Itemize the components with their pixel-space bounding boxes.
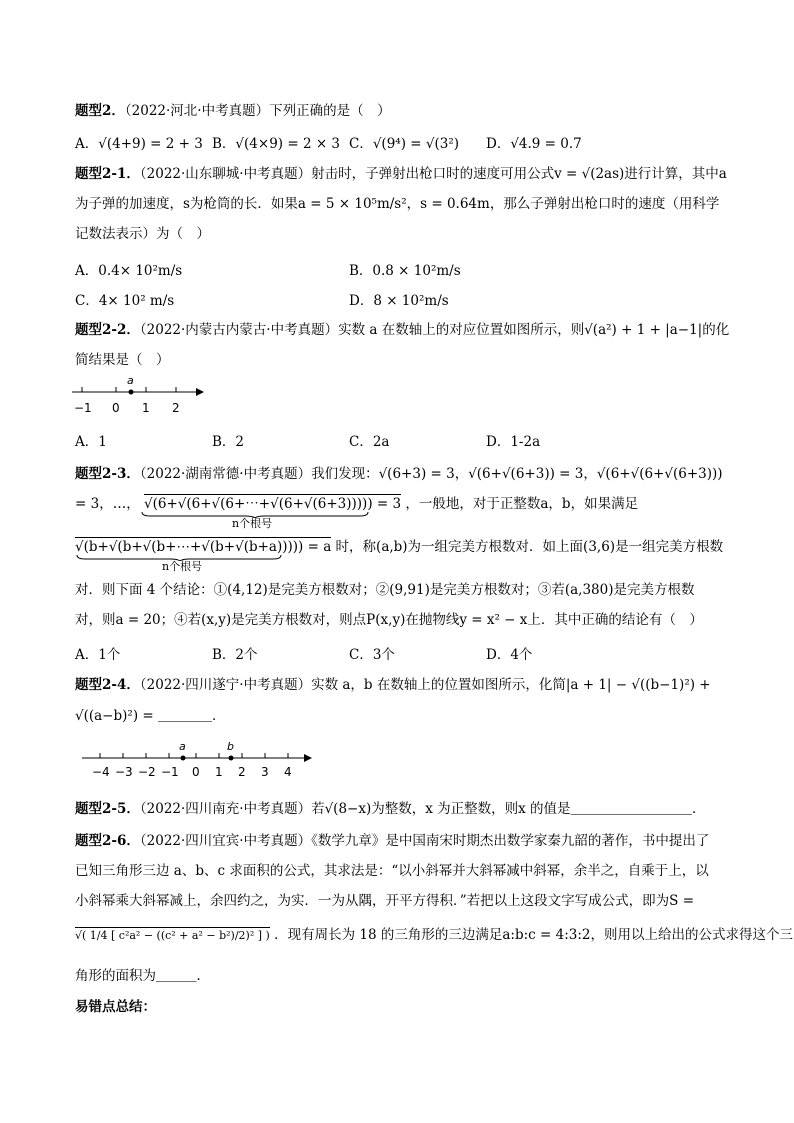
q2-3-option-a[interactable]: A．1个 [75, 647, 121, 663]
tick-label: 1 [215, 765, 223, 779]
q2-2-text1: （2022·内蒙古内蒙古·中考真题）实数 a 在数轴上的对应位置如图所示，则√(a²) + 1 + |a−1|的化 [139, 322, 730, 338]
q2-3-brace-label-1: n个根号 [232, 517, 273, 530]
q2-5-stem [75, 799, 725, 819]
q2-1-option-d[interactable]: D．8 × 10²m/s [349, 293, 449, 309]
q2-stem [75, 101, 725, 121]
q2-3-line4: 对．则下面 4 个结论：①(4,12)是完美方根数对；②(9,91)是完美方根数对；③若(a,380)是完美方根数 [75, 582, 695, 598]
q2-1-option-a[interactable]: A．0.4× 10²m/s [75, 263, 183, 279]
q2-3-text2a: = 3，…， [75, 496, 140, 512]
q2-3-line1 [75, 464, 725, 484]
ticks [100, 753, 288, 758]
q2-3-line2 [75, 494, 725, 514]
tick-label: −2 [138, 765, 156, 779]
tick-label-1: 1 [142, 401, 150, 415]
q2-2-label: 题型2-2． [75, 322, 140, 338]
q2-3-option-c[interactable]: C．3个 [349, 647, 395, 663]
tick-label: −3 [115, 765, 133, 779]
point-a-label: a [127, 374, 134, 387]
tick-label-0: 0 [112, 401, 120, 415]
q2-6-line4 [75, 925, 793, 946]
tick-label: 2 [238, 765, 246, 779]
q2-2-option-b[interactable]: B．2 [212, 434, 245, 450]
q2-3-brace-label-2: n个根号 [162, 560, 203, 573]
q2-6-line3: 小斜幂乘大斜幂减上，余四约之，为实．一为从隅，开平方得积．”若把以上这段文字写成公式，即为S = [75, 893, 695, 909]
point-a-label: a [179, 740, 186, 753]
q2-5-text: （2022·四川南充·中考真题）若√(8−x)为整数，x 为正整数，则x 的值是＿＿＿＿＿＿＿＿＿． [139, 801, 706, 817]
axis-arrow-icon [196, 388, 204, 396]
q2-2-option-c[interactable]: C．2a [349, 434, 390, 450]
q2-1-line2: 为子弹的加速度，s为枪筒的长．如果a = 5 × 10⁵m/s²，s = 0.64m，那么子弹射出枪口时的速度（用科学 [75, 196, 720, 212]
summary-label: 易错点总结： [75, 999, 156, 1015]
q2-5-label: 题型2-5． [75, 801, 140, 817]
q2-4-line1 [75, 675, 725, 695]
tick-label-minus1: −1 [74, 401, 92, 415]
q2-6-line5: 角形的面积为＿＿＿． [75, 968, 210, 984]
q2-1-line1 [75, 164, 725, 184]
point-b [229, 756, 234, 761]
tick-label: −4 [92, 765, 110, 779]
tick-label: 3 [261, 765, 269, 779]
q2-6-formula: √( 1/4 [ c²a² − ((c² + a² − b²)/2)² ] ) [75, 929, 270, 942]
tick-label: 4 [284, 765, 292, 779]
q2-option-a[interactable]: A．√(4+9) = 2 + 3 [75, 136, 203, 152]
q2-option-d[interactable]: D．√4.9 = 0.7 [486, 136, 582, 152]
q2-6-line2: 已知三角形三边 a、b、c 求面积的公式，其求法是：“以小斜幂并大斜幂减中斜幂，余半之，自乘于上，以 [75, 863, 709, 879]
q2-3-underbrace-2 [75, 555, 285, 561]
q2-4-label: 题型2-4． [75, 677, 140, 693]
q2-1-line3: 记数法表示）为（ ） [75, 226, 210, 242]
q2-3-option-d[interactable]: D．4个 [486, 647, 533, 663]
q2-3-text2b: ，一般地，对于正整数a，b，如果满足 [405, 496, 639, 512]
q2-2-line1 [75, 320, 730, 340]
q2-3-underbrace-1 [140, 512, 370, 518]
q2-3-nested-root-2: √(b+√(b+√(b+⋯+√(b+√(b+a))))) = a [75, 539, 332, 555]
tick-label-2: 2 [172, 401, 180, 415]
point-a [129, 390, 134, 395]
q2-2-option-a[interactable]: A．1 [75, 434, 107, 450]
q2-3-text1: （2022·湖南常德·中考真题）我们发现：√(6+3) = 3，√(6+√(6+3)) = 3，√(6+√(6+√(6+3))) [139, 466, 723, 482]
q2-text: （2022·河北·中考真题）下列正确的是（ ） [124, 103, 391, 119]
q2-3-text3b: 时，称(a,b)为一组完美方根数对．如上面(3,6)是一组完美方根数 [335, 539, 724, 555]
q2-4-text1: （2022·四川遂宁·中考真题）实数 a，b 在数轴上的位置如图所示，化简|a + 1| − √((b−1)²) + [139, 677, 711, 693]
q2-4-number-line [78, 740, 318, 782]
tick-label: −1 [161, 765, 179, 779]
q2-4-line2: √((a−b)²) = ＿＿＿＿． [75, 708, 226, 724]
q2-2-line2: 简结果是（ ） [75, 352, 170, 368]
axis-arrow-icon [304, 754, 312, 762]
q2-1-option-c[interactable]: C．4× 10² m/s [75, 293, 175, 309]
q2-3-label: 题型2-3． [75, 466, 140, 482]
q2-option-c[interactable]: C．√(9⁴) = √(3²) [349, 136, 459, 152]
q2-1-option-b[interactable]: B．0.8 × 10²m/s [349, 263, 461, 279]
q2-6-text4b: ．现有周长为 18 的三角形的三边满足a:b:c = 4:3:2，则用以上给出的公式求得这个三 [274, 927, 793, 943]
q2-3-option-b[interactable]: B．2个 [212, 647, 258, 663]
q2-6-label: 题型2-6． [75, 833, 140, 849]
q2-1-label: 题型2-1． [75, 166, 140, 182]
q2-option-b[interactable]: B．√(4×9) = 2 × 3 [212, 136, 341, 152]
q2-6-text1: （2022·四川宜宾·中考真题）《数学九章》是中国南宋时期杰出数学家秦九韶的著作，书中提出了 [139, 833, 710, 849]
q2-6-line1 [75, 831, 725, 851]
point-a [181, 756, 186, 761]
point-b-label: b [227, 740, 234, 753]
q2-2-option-d[interactable]: D．1-2a [486, 434, 541, 450]
q2-label: 题型2． [75, 103, 125, 119]
q2-3-nested-root-1: √(6+√(6+√(6+⋯+√(6+√(6+3))))) = 3 [144, 496, 402, 512]
tick-label: 0 [192, 765, 200, 779]
q2-2-number-line [68, 372, 208, 418]
q2-1-text1: （2022·山东聊城·中考真题）射击时，子弹射出枪口时的速度可用公式v = √(2as)进行计算，其中a [139, 166, 727, 182]
q2-3-line3 [75, 537, 725, 557]
q2-3-line5: 对，则a = 20；④若(x,y)是完美方根数对，则点P(x,y)在抛物线y = x² − x上．其中正确的结论有（ ） [75, 612, 703, 628]
summary-heading [75, 997, 725, 1017]
